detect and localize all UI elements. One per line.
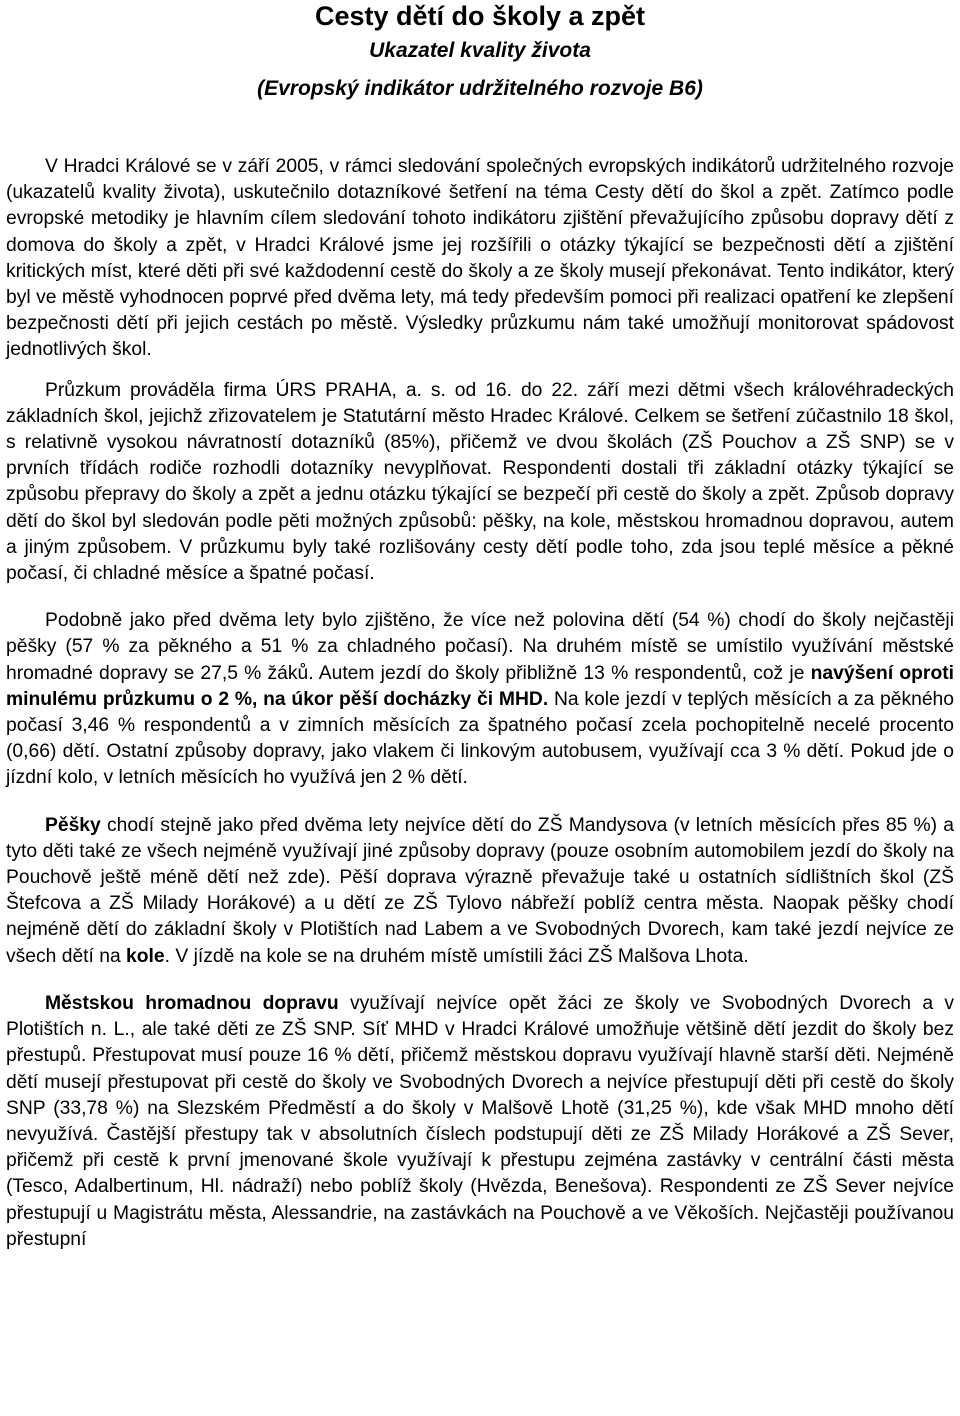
paragraph-results-text-a: Podobně jako před dvěma lety bylo zjištěno, že více než polovina dětí (54 %) chodí do školy nejčastěji pěšky (57 % za pěkného a 51 % za chladného počasí). Na druhém místě se umístilo využívání městské hromadné dopravy se 27,5 % žáků. Autem jezdí do školy přibližně 13 % respondentů, což je — [6, 610, 954, 684]
paragraph-results-text-b: Na kole jezdí v teplých měsících a za pěkného počasí 3,46 % respondentů a v zimních měsících za špatného počasí zcela pochopitelně necelé procento (0,66) dětí. Ostatní způsoby dopravy, jako vlakem či linkovým autobusem, využívají cca 3 % dětí. Pokud jde o jízdní kolo, v letních měsících ho využívá jen 2 % dětí. — [6, 688, 954, 789]
paragraph-results-highlight: navýšení oproti minulému průzkumu o 2 %, na úkor pěší docházky či MHD. — [6, 662, 954, 710]
paragraph-introduction-text: V Hradci Králové se v září 2005, v rámci sledování společných evropských indikátorů udržitelného rozvoje (ukazatelů kvality života), uskutečnilo dotazníkové šetření na téma Cesty dětí do škol a zpět. Zatímco podle evropské metodiky je hlavním cílem sledování tohoto indikátoru zjištění převažujícího způsobu dopravy dětí z domova do školy a zpět, v Hradci Králové jsme jej rozšířili o otázky týkající se bezpečnosti dětí a zjištění kritických míst, které děti při své každodenní cestě do školy a ze školy musejí překonávat. Tento indikátor, který byl ve městě vyhodnocen poprvé před dvěma lety, má tedy především pomoci při realizaci opatření ke zlepšení bezpečnosti dětí při jejich cestách po městě. Výsledky průzkumu nám také umožňují monitorovat spádovost jednotlivých škol. — [6, 156, 954, 361]
document-subtitle: Ukazatel kvality života — [369, 39, 591, 62]
paragraph-survey-method-text: Průzkum prováděla firma ÚRS PRAHA, a. s. od 16. do 22. září mezi dětmi všech královéhradeckých základních škol, jejichž zřizovatelem je Statutární město Hradec Králové. Celkem se šetření zúčastnilo 18 škol, s relativně vysokou návratností dotazníků (85%), přičemž ve dvou školách (ZŠ Pouchov a ZŠ SNP) se v prvních třídách rodiče rozhodli dotazníky nevyplňovat. Respondenti dostali tři základní otázky týkající se způsobu přepravy do školy a zpět a jednu otázku týkající se bezpečí při cestě do školy a zpět. Způsob dopravy dětí do škol byl sledován podle pěti možných způsobů: pěšky, na kole, městskou hromadnou dopravou, autem a jiným způsobem. V průzkumu byly také rozlišovány cesty dětí podle toho, zda jsou teplé měsíce a pěkné počasí, či chladné měsíce a špatné počasí. — [6, 379, 954, 585]
paragraph-survey-method — [6, 378, 954, 588]
paragraph-introduction — [6, 154, 954, 364]
paragraph-results — [6, 608, 954, 791]
document-page — [6, 0, 954, 1253]
paragraph-public-transport — [6, 991, 954, 1253]
document-subtitle-indicator: (Evropský indikátor udržitelného rozvoje B6) — [257, 77, 703, 100]
paragraph-public-transport-text: využívají nejvíce opět žáci ze školy ve Svobodných Dvorech a v Plotištích n. L., ale také děti ze ZŠ SNP. Síť MHD v Hradci Králové umožňuje většině dětí jezdit do školy bez přestupů. Přestupovat musí pouze 16 % dětí, přičemž městskou dopravu využívají hlavně starší děti. Nejméně dětí musejí přestupovat při cestě do školy ve Svobodných Dvorech a nejvíce přestupují děti při cestě do školy SNP (33,78 %) na Slezském Předměstí a do školy v Malšově Lhotě (31,25 %), kde však MHD mnoho dětí nevyužívá. Častější přestupy tak v absolutních číslech podstupují děti ze ZŠ Milady Horákové a ZŠ Sever, přičemž při cestě k první jmenované škole využívají k přestupu zejména zastávky v centrální části města (Tesco, Adalbertinum, Hl. nádraží) nebo poblíž školy (Hvězda, Benešova). Respondenti ze ZŠ Sever nejvíce přestupují u Magistrátu města, Alessandrie, na zastávkách na Pouchově a ve Věkoších. Nejčastěji používanou přestupní — [6, 992, 955, 1250]
paragraph-public-transport-keyword: Městskou hromadnou dopravu — [45, 992, 339, 1014]
paragraph-walking-keyword-bike: kole — [126, 945, 165, 967]
paragraph-walking-text-a: chodí stejně jako před dvěma lety nejvíce dětí do ZŠ Mandysova (v letních měsících přes 85 %) a tyto děti také ze všech nejméně využívají jiné způsoby dopravy (pouze osobním automobilem jezdí do školy na Pouchově ještě méně dětí než zde). Pěší doprava výrazně převažuje také u ostatních sídlištních škol (ZŠ Štefcova a ZŠ Milady Horákové) a u dětí ze ZŠ Tylovo nábřeží poblíž centra města. Naopak pěšky chodí nejméně dětí do základní školy v Plotištích nad Labem a ve Svobodných Dvorech, kam také jezdí nejvíce ze všech dětí na — [6, 814, 954, 967]
document-title: Cesty dětí do školy a zpět — [314, 1, 646, 31]
paragraph-walking — [6, 813, 954, 970]
paragraph-walking-keyword: Pěšky — [45, 814, 101, 836]
paragraph-walking-text-b: . V jízdě na kole se na druhém místě umístili žáci ZŠ Malšova Lhota. — [164, 945, 749, 967]
